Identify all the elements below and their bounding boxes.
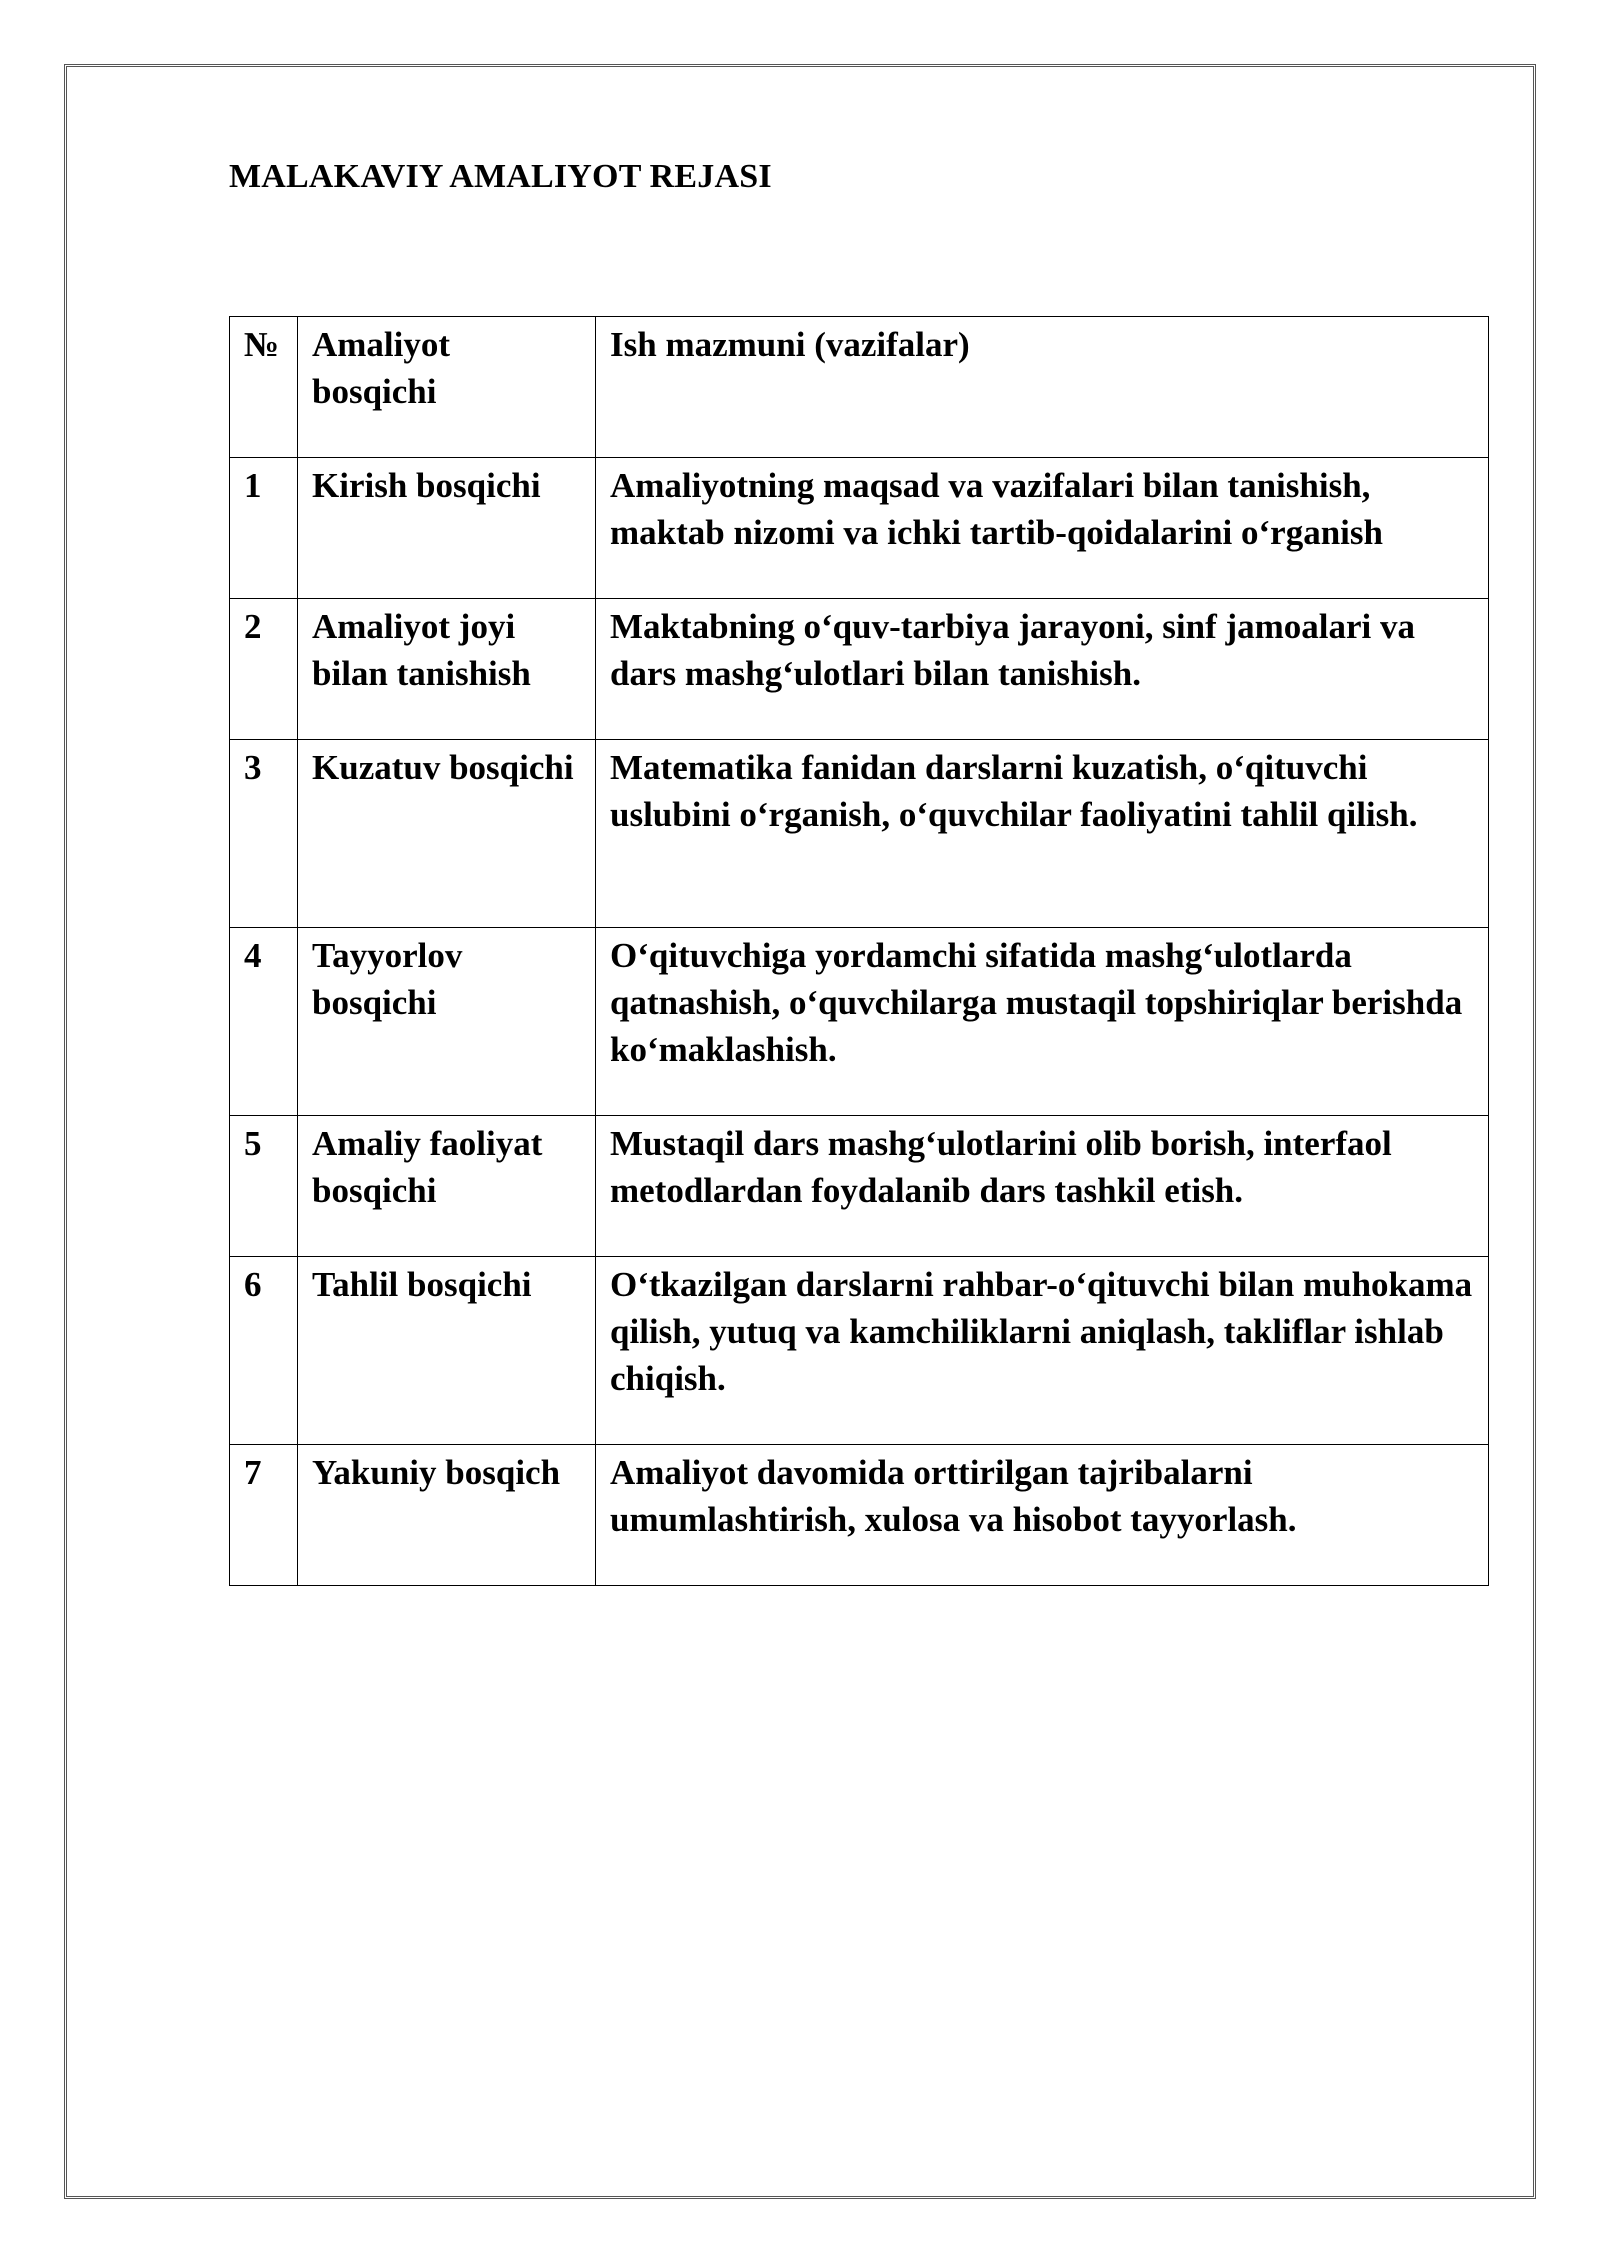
- row-content: O‘tkazilgan darslarni rahbar-o‘qituvchi bilan muhokama qilish, yutuq va kamchiliklarni aniqlash, takliflar ishlab chiqish.: [596, 1257, 1489, 1445]
- row-number: 7: [230, 1445, 298, 1586]
- row-number: 3: [230, 740, 298, 928]
- row-number: 2: [230, 599, 298, 740]
- row-stage: Amaliy faoliyat bosqichi: [298, 1116, 596, 1257]
- row-content: O‘qituvchiga yordamchi sifatida mashg‘ulotlarda qatnashish, o‘quvchilarga mustaqil topshiriqlar berishda ko‘maklashish.: [596, 928, 1489, 1116]
- row-number: 1: [230, 458, 298, 599]
- row-content: Maktabning o‘quv-tarbiya jarayoni, sinf jamoalari va dars mashg‘ulotlari bilan tanishish.: [596, 599, 1489, 740]
- row-stage: Kuzatuv bosqichi: [298, 740, 596, 928]
- row-stage: Yakuniy bosqich: [298, 1445, 596, 1586]
- table-row: [230, 1257, 1489, 1445]
- row-number: 4: [230, 928, 298, 1116]
- table-row: [230, 1445, 1489, 1586]
- practice-plan-table: [229, 316, 1489, 1586]
- row-stage: Tahlil bosqichi: [298, 1257, 596, 1445]
- row-content: Amaliyot davomida orttirilgan tajribalarni umumlashtirish, xulosa va hisobot tayyorlash.: [596, 1445, 1489, 1586]
- table-row: [230, 458, 1489, 599]
- table-row: [230, 740, 1489, 928]
- row-content: Amaliyotning maqsad va vazifalari bilan tanishish, maktab nizomi va ichki tartib-qoidalarini o‘rganish: [596, 458, 1489, 599]
- row-number: 5: [230, 1116, 298, 1257]
- table-row: [230, 599, 1489, 740]
- table-row: [230, 928, 1489, 1116]
- row-number: 6: [230, 1257, 298, 1445]
- header-number: №: [230, 317, 298, 458]
- row-stage: Kirish bosqichi: [298, 458, 596, 599]
- table-row: [230, 1116, 1489, 1257]
- document-title: MALAKAVIY AMALIYOT REJASI: [229, 158, 772, 195]
- header-stage: Amaliyot bosqichi: [298, 317, 596, 458]
- table-header-row: [230, 317, 1489, 458]
- row-content: Mustaqil dars mashg‘ulotlarini olib borish, interfaol metodlardan foydalanib dars tashkil etish.: [596, 1116, 1489, 1257]
- row-stage: Tayyorlov bosqichi: [298, 928, 596, 1116]
- row-content: Matematika fanidan darslarni kuzatish, o‘qituvchi uslubini o‘rganish, o‘quvchilar faoliyatini tahlil qilish.: [596, 740, 1489, 928]
- row-stage: Amaliyot joyi bilan tanishish: [298, 599, 596, 740]
- header-content: Ish mazmuni (vazifalar): [596, 317, 1489, 458]
